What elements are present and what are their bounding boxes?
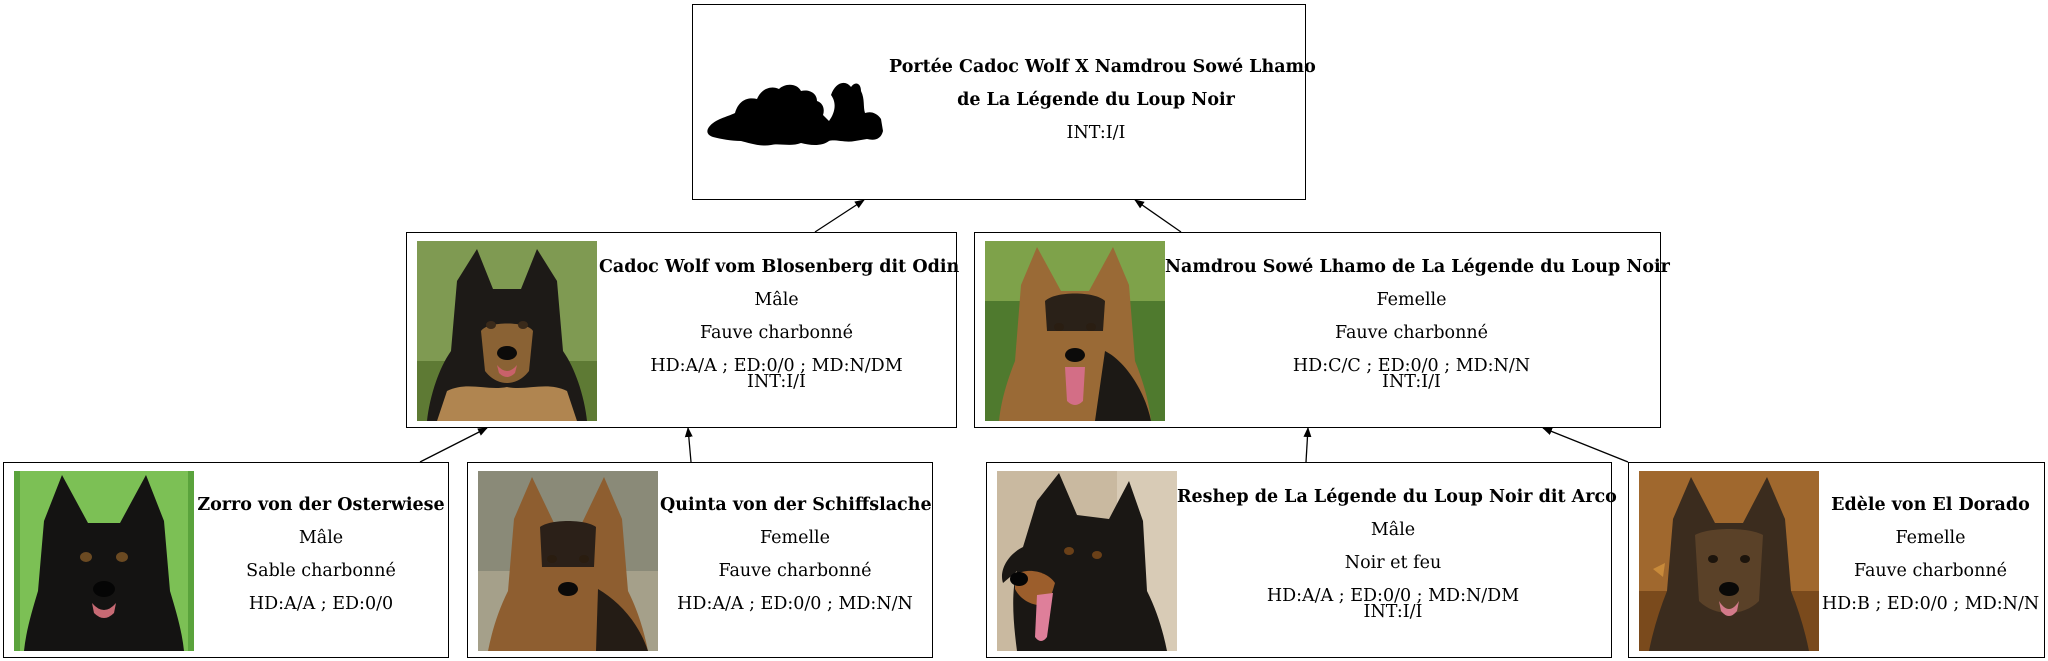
dam-sire-text <box>1177 481 1617 622</box>
dam-photo <box>985 241 1165 421</box>
edge-sire-dam-to-sire <box>688 428 691 462</box>
dam-dam-text <box>1819 489 2042 621</box>
sire-dam-name: Quinta von der Schiffslache <box>660 495 932 515</box>
litter-text <box>889 51 1316 150</box>
dam-health: HD:C/C ; ED:0/0 ; MD:N/N <box>1292 356 1531 376</box>
dam-sire-sex: Mâle <box>1370 520 1416 540</box>
dam-int: INT:I/I <box>1382 372 1441 392</box>
puppies-silhouette-icon <box>705 69 885 149</box>
sire-int: INT:I/I <box>747 372 806 392</box>
sire-dam-node[interactable] <box>467 462 933 658</box>
sire-dam-sex: Femelle <box>759 528 831 548</box>
dam-dam-sex: Femelle <box>1895 528 1966 548</box>
sire-sire-text <box>196 489 446 621</box>
litter-title-line1: Portée Cadoc Wolf X Namdrou Sowé Lhamo <box>889 57 1316 77</box>
dam-sire-health: HD:A/A ; ED:0/0 ; MD:N/DM <box>1266 586 1520 606</box>
sire-dam-photo <box>478 471 658 651</box>
dam-node[interactable] <box>974 232 1670 428</box>
dam-sire-color: Noir et feu <box>1344 553 1442 573</box>
dam-sire-node[interactable] <box>986 462 1617 658</box>
sire-sex: Mâle <box>754 290 799 310</box>
dam-sire-name: Reshep de La Légende du Loup Noir dit Arco <box>1177 487 1617 507</box>
dam-sire-int: INT:I/I <box>1363 602 1423 622</box>
sire-sire-health: HD:A/A ; ED:0/0 <box>248 594 394 614</box>
sire-text <box>599 251 960 392</box>
sire-sire-sex: Mâle <box>298 528 344 548</box>
sire-photo <box>417 241 597 421</box>
edge-dam-to-root <box>1135 200 1181 232</box>
dam-sire-photo <box>997 471 1177 651</box>
sire-sire-name: Zorro von der Osterwiese <box>197 495 445 515</box>
dam-dam-color: Fauve charbonné <box>1854 561 2007 581</box>
edge-sire-to-root <box>815 200 864 232</box>
dam-text <box>1165 251 1670 392</box>
dam-dam-photo <box>1639 471 1819 651</box>
dam-name: Namdrou Sowé Lhamo de La Légende du Loup Noir <box>1165 257 1670 277</box>
sire-dam-text <box>660 489 930 621</box>
dam-dam-health: HD:B ; ED:0/0 ; MD:N/N <box>1821 594 2040 614</box>
sire-sire-color: Sable charbonné <box>246 561 396 581</box>
sire-dam-color: Fauve charbonné <box>718 561 872 581</box>
sire-health: HD:A/A ; ED:0/0 ; MD:N/DM <box>650 356 903 376</box>
edge-sire-sire-to-sire <box>420 428 487 462</box>
sire-name: Cadoc Wolf vom Blosenberg dit Odin <box>599 257 960 277</box>
litter-node[interactable] <box>692 4 1316 200</box>
litter-int: INT:I/I <box>1066 123 1126 143</box>
litter-title-line2: de La Légende du Loup Noir <box>957 90 1235 110</box>
dam-dam-node[interactable] <box>1628 462 2045 658</box>
sire-color: Fauve charbonné <box>700 323 853 343</box>
dam-color: Fauve charbonné <box>1335 323 1488 343</box>
dam-dam-name: Edèle von El Dorado <box>1831 495 2030 515</box>
sire-sire-node[interactable] <box>3 462 449 658</box>
sire-node[interactable] <box>406 232 960 428</box>
dam-sex: Femelle <box>1376 290 1447 310</box>
edge-dam-sire-to-dam <box>1306 428 1308 462</box>
sire-dam-health: HD:A/A ; ED:0/0 ; MD:N/N <box>677 594 913 614</box>
sire-sire-photo <box>14 471 194 651</box>
edge-dam-dam-to-dam <box>1543 428 1628 462</box>
